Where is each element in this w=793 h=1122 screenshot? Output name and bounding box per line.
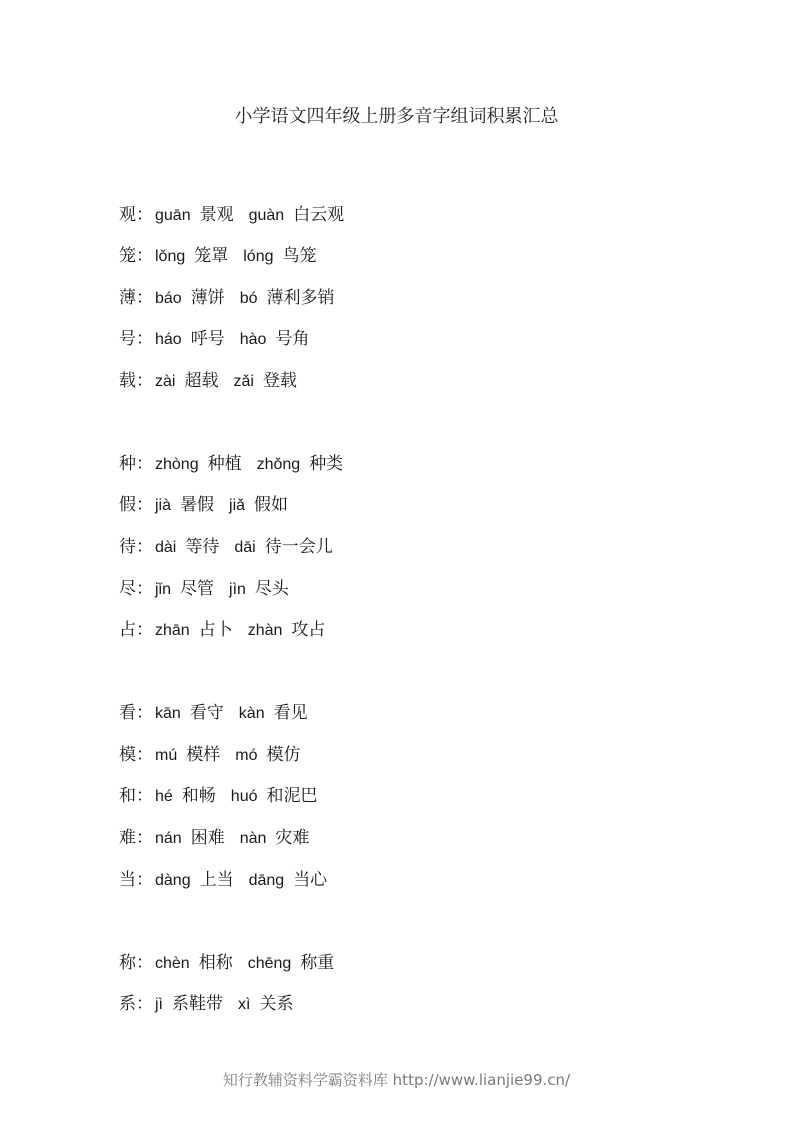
word-2: 登载: [262, 371, 297, 391]
entry-colon: ：: [136, 786, 153, 806]
pinyin-2: chēng: [247, 955, 292, 972]
entry: [119, 700, 308, 726]
pinyin-1: háo: [155, 331, 182, 348]
entry-char: 当: [119, 870, 136, 890]
pinyin-2: huó: [230, 788, 258, 805]
pinyin-1: lǒng: [155, 248, 186, 265]
entry-char: 看: [119, 703, 136, 723]
entry: [119, 867, 327, 893]
entry-char: 假: [119, 495, 136, 515]
pinyin-2: zhàn: [247, 622, 283, 639]
word-2: 和泥巴: [266, 786, 318, 806]
pinyin-2: bó: [239, 290, 258, 307]
word-2: 尽头: [254, 579, 289, 599]
pinyin-1: dàng: [155, 872, 191, 889]
pinyin-2: dāi: [234, 539, 256, 556]
entry-colon: ：: [136, 537, 153, 557]
word-2: 模仿: [266, 745, 301, 765]
entry-char: 和: [119, 786, 136, 806]
entry-char: 模: [119, 745, 136, 765]
word-1: 呼号: [190, 329, 225, 349]
pinyin-1: zhòng: [155, 456, 199, 473]
pinyin-1: chèn: [155, 955, 190, 972]
entry: [119, 326, 309, 352]
pinyin-2: zhǒng: [256, 456, 301, 473]
word-1: 等待: [185, 537, 220, 557]
pinyin-1: zài: [155, 373, 176, 390]
entry-colon: ：: [136, 371, 153, 391]
pinyin-2: nàn: [239, 830, 267, 847]
pinyin-2: guàn: [248, 207, 285, 224]
pinyin-1: jià: [155, 497, 172, 514]
word-1: 占卜: [198, 620, 233, 640]
pinyin-1: hé: [155, 788, 173, 805]
entry: [119, 285, 335, 311]
entry-colon: ：: [136, 620, 153, 640]
pinyin-1: zhān: [155, 622, 190, 639]
entry-colon: ：: [136, 953, 153, 973]
word-2: 种类: [309, 454, 344, 474]
entry-char: 尽: [119, 579, 136, 599]
entry: [119, 617, 325, 643]
entry: [119, 576, 289, 602]
entry: [119, 950, 334, 976]
word-2: 当心: [293, 870, 328, 890]
entry-colon: ：: [136, 703, 153, 723]
entry: [119, 742, 300, 768]
entry: [119, 825, 309, 851]
word-1: 超载: [184, 371, 219, 391]
word-1: 相称: [198, 953, 233, 973]
pinyin-1: guān: [155, 207, 191, 224]
word-2: 看见: [273, 703, 308, 723]
entry: [119, 243, 317, 269]
pinyin-2: lóng: [243, 248, 274, 265]
entry-char: 载: [119, 371, 136, 391]
pinyin-1: nán: [155, 830, 182, 847]
pinyin-2: kàn: [238, 705, 265, 722]
word-2: 假如: [254, 495, 289, 515]
pinyin-1: báo: [155, 290, 182, 307]
entry-colon: ：: [136, 994, 153, 1014]
word-1: 困难: [190, 828, 225, 848]
entry-colon: ：: [136, 246, 153, 266]
word-2: 薄利多销: [266, 288, 335, 308]
entry: [119, 783, 318, 809]
entry-char: 笼: [119, 246, 136, 266]
entry-char: 种: [119, 454, 136, 474]
pinyin-1: dài: [155, 539, 177, 556]
word-1: 暑假: [180, 495, 215, 515]
entry-char: 称: [119, 953, 136, 973]
entry-colon: ：: [136, 288, 153, 308]
entry-char: 难: [119, 828, 136, 848]
word-1: 笼罩: [194, 246, 229, 266]
pinyin-2: mó: [235, 747, 258, 764]
entry-colon: ：: [136, 329, 153, 349]
word-2: 攻占: [291, 620, 326, 640]
page-title: 小学语文四年级上册多音字组词积累汇总: [234, 106, 559, 127]
entry-colon: ：: [136, 579, 153, 599]
entry: [119, 451, 343, 477]
pinyin-2: xì: [238, 996, 251, 1013]
word-1: 和畅: [181, 786, 216, 806]
entry-colon: ：: [136, 454, 153, 474]
entry-colon: ：: [136, 495, 153, 515]
entry: [119, 991, 293, 1017]
entry-colon: ：: [136, 205, 153, 225]
pinyin-2: hào: [239, 331, 267, 348]
word-2: 称重: [300, 953, 335, 973]
entry-char: 占: [119, 620, 136, 640]
entry-char: 号: [119, 329, 136, 349]
word-2: 待一会儿: [264, 537, 333, 557]
entry-colon: ：: [136, 828, 153, 848]
word-2: 鸟笼: [282, 246, 317, 266]
entry: [119, 534, 333, 560]
entry-char: 系: [119, 994, 136, 1014]
pinyin-2: dāng: [248, 872, 285, 889]
word-1: 系鞋带: [172, 994, 223, 1014]
word-1: 种植: [207, 454, 242, 474]
entry-char: 薄: [119, 288, 136, 308]
word-1: 尽管: [180, 579, 215, 599]
pinyin-1: jǐn: [155, 581, 172, 598]
word-2: 灾难: [275, 828, 310, 848]
entry: [119, 492, 288, 518]
word-1: 看守: [189, 703, 224, 723]
word-2: 白云观: [293, 205, 345, 225]
pinyin-2: jìn: [229, 581, 246, 598]
entry-char: 待: [119, 537, 136, 557]
word-2: 号角: [275, 329, 310, 349]
entry: [119, 368, 297, 394]
word-1: 模样: [186, 745, 221, 765]
entry: [119, 202, 344, 228]
word-2: 关系: [259, 994, 294, 1014]
pinyin-2: zǎi: [233, 373, 254, 390]
word-1: 薄饼: [190, 288, 225, 308]
entry-char: 观: [119, 205, 136, 225]
pinyin-2: jiǎ: [229, 497, 246, 514]
word-1: 上当: [199, 870, 234, 890]
pinyin-1: jì: [155, 996, 163, 1013]
footer-text: 知行教辅资料学霸资料库 http://www.lianjie99.cn/: [222, 1071, 571, 1089]
entry-colon: ：: [136, 870, 153, 890]
pinyin-1: kān: [155, 705, 181, 722]
entry-colon: ：: [136, 745, 153, 765]
word-1: 景观: [199, 205, 234, 225]
pinyin-1: mú: [155, 747, 178, 764]
